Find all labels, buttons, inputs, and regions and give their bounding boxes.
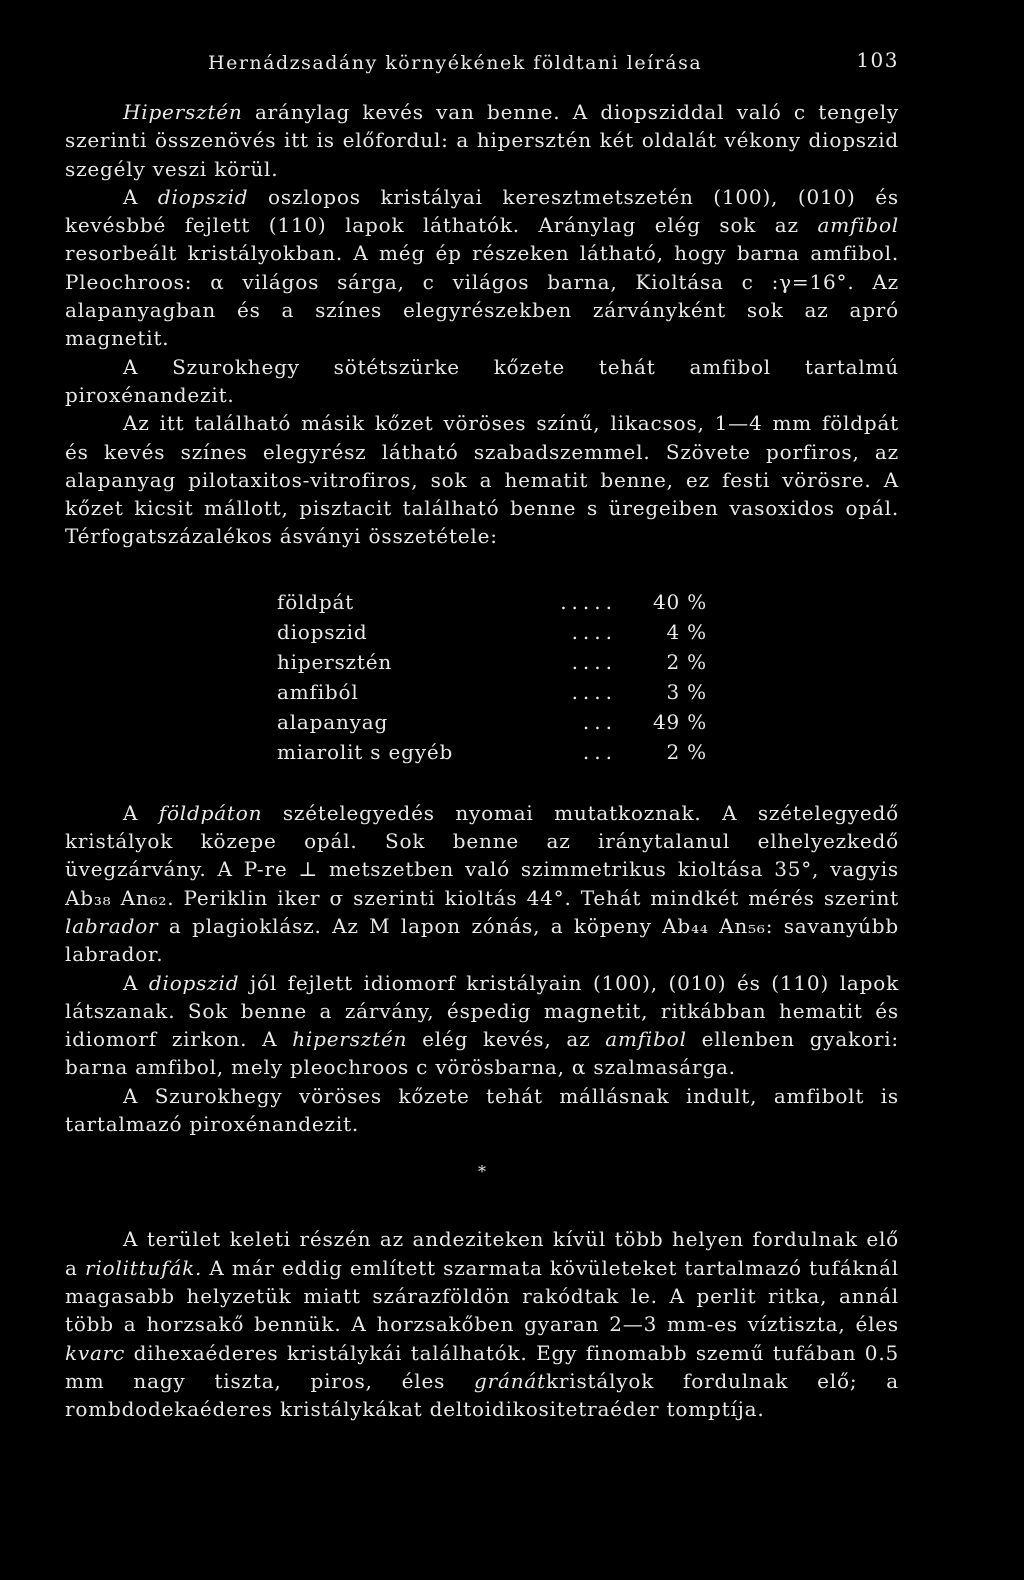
leader-dots: .... [571, 679, 617, 704]
leader-dots: ... [582, 739, 617, 764]
table-row [277, 677, 707, 707]
paragraph-hypersthene: Hipersztén aránylag kevés van benne. A diopsziddal való c tengely szerinti összenövés itt is előfordul: a hipersztén két oldalát vékony diopszid szegély veszi körül. [65, 100, 899, 181]
term-diopside: diopszid [148, 970, 240, 995]
mineral-composition-table [277, 587, 707, 767]
section-separator: * [478, 1162, 486, 1182]
mineral-percent: 49 % [652, 709, 707, 734]
table-row [277, 707, 707, 737]
paragraph-conclusion-red-rock: A Szurokhegy vöröses kőzete tehát mállásnak indult, amfibolt is tartalmazó piroxénandezit. [65, 1083, 899, 1137]
paragraph-diopside-crystals: A diopszid jól fejlett idiomorf kristályain (100), (010) és (110) lapok látszanak. Sok benne a zárvány, éspedig magnetit, ritkábban hematit és idiomorf zirkon. A hipersztén elég kevés, az amfibol ellenben gyakori: barna amfibol, mely pleochroos c vörösbarna, α szalmasárga. [65, 970, 899, 1080]
mineral-percent: 2 % [666, 739, 707, 764]
term-amphibole: amfibol [605, 1027, 687, 1052]
paragraph-feldspar: A földpáton szételegyedés nyomai mutatkoznak. A szételegyedő kristályok közepe opál. Sok benne az iránytalanul elhelyezkedő üvegzárvány. A P-re ⊥ metszetben való szimmetrikus kioltása 35°, vagyis Ab₃₈ An₆₂. Periklin iker σ szerinti kioltás 44°. Tehát mindkét mérés szerint labrador a plagioklász. Az M lapon zónás, a köpeny Ab₄₄ An₅₆: savanyúbb labrador. [65, 800, 899, 967]
leader-dots: .... [571, 619, 617, 644]
term-garnet: gránát [474, 1368, 546, 1393]
mineral-name: diopszid [277, 619, 368, 644]
paragraph-diopside-amphibole: A diopszid oszlopos kristályai keresztmetszetén (100), (010) és kevésbbé fejlett (110) lapok láthatók. Aránylag elég sok az amfibol resorbeált kristályokban. A még ép részeken látható, hogy barna amfibol. Pleochroos: α világos sárga, c világos barna, Kioltása c :γ=16°. Az alapanyagban és a színes elegyrészekben zárványként sok az apró magnetit. [65, 184, 899, 351]
table-row [277, 587, 707, 617]
term-diopside: diopszid [157, 184, 249, 209]
term-quartz: kvarc [65, 1340, 126, 1365]
mineral-percent: 40 % [652, 589, 707, 614]
term-rhyolite-tuffs: riolittufák. [85, 1255, 203, 1280]
term-feldspar: földpáton [158, 800, 263, 825]
running-header [65, 48, 899, 84]
term-amphibole: amfibol [817, 213, 899, 238]
table-row [277, 617, 707, 647]
mineral-name: földpát [277, 589, 355, 614]
book-page [65, 48, 899, 1568]
page-number: 103 [856, 48, 899, 72]
leader-dots: .... [571, 649, 617, 674]
mineral-name: miarolit s egyéb [277, 739, 454, 764]
term-labradorite: labrador [65, 913, 159, 938]
mineral-name: hipersztén [277, 649, 393, 674]
paragraph-conclusion-dark-rock: A Szurokhegy sötétszürke kőzete tehát amfibol tartalmú piroxénandezit. [65, 354, 899, 407]
term-hypersthene: Hipersztén [123, 100, 243, 124]
table-row [277, 737, 707, 767]
running-title: Hernádzsadány környékének földtani leírása [208, 52, 703, 74]
mineral-name: alapanyag [277, 709, 389, 734]
mineral-name: amfiból [277, 679, 359, 704]
mineral-percent: 3 % [666, 679, 707, 704]
paragraph-rhyolite-tuffs: A terület keleti részén az andeziteken kívül több helyen fordulnak elő a riolittufák. A már eddig említett szarmata kövületeket tartalmazó tufáknál magasabb helyzetük miatt szárazföldön rakódtak le. A perlit ritka, annál több a horzsakő bennük. A horzsakőben gyaran 2—3 mm-es víztiszta, éles kvarc dihexaéderes kristálykái találhatók. Egy finomabb szemű tufában 0.5 mm nagy tiszta, piros, éles gránátkristályok fordulnak elő; a rombdodekaéderes kristálykákat deltoidikositetraéder tomptíja. [65, 1227, 900, 1422]
mineral-percent: 4 % [666, 619, 707, 644]
table-row [277, 647, 707, 677]
leader-dots: ..... [560, 589, 617, 614]
term-hypersthene: hipersztén [292, 1027, 408, 1052]
paragraph-red-rock: Az itt található másik kőzet vöröses színű, likacsos, 1—4 mm földpát és kevés színes elegyrész látható szabadszemmel. Szövete porfiros, az alapanyag pilotaxitos-vitrofiros, sok a hematit benne, ez festi vörösre. A kőzet kicsit mállott, pisztacit található benne s üregeiben vasoxidos opál. Térfogatszázalékos ásványi összetétele: [65, 411, 899, 549]
leader-dots: ... [582, 709, 617, 734]
mineral-percent: 2 % [666, 649, 707, 674]
